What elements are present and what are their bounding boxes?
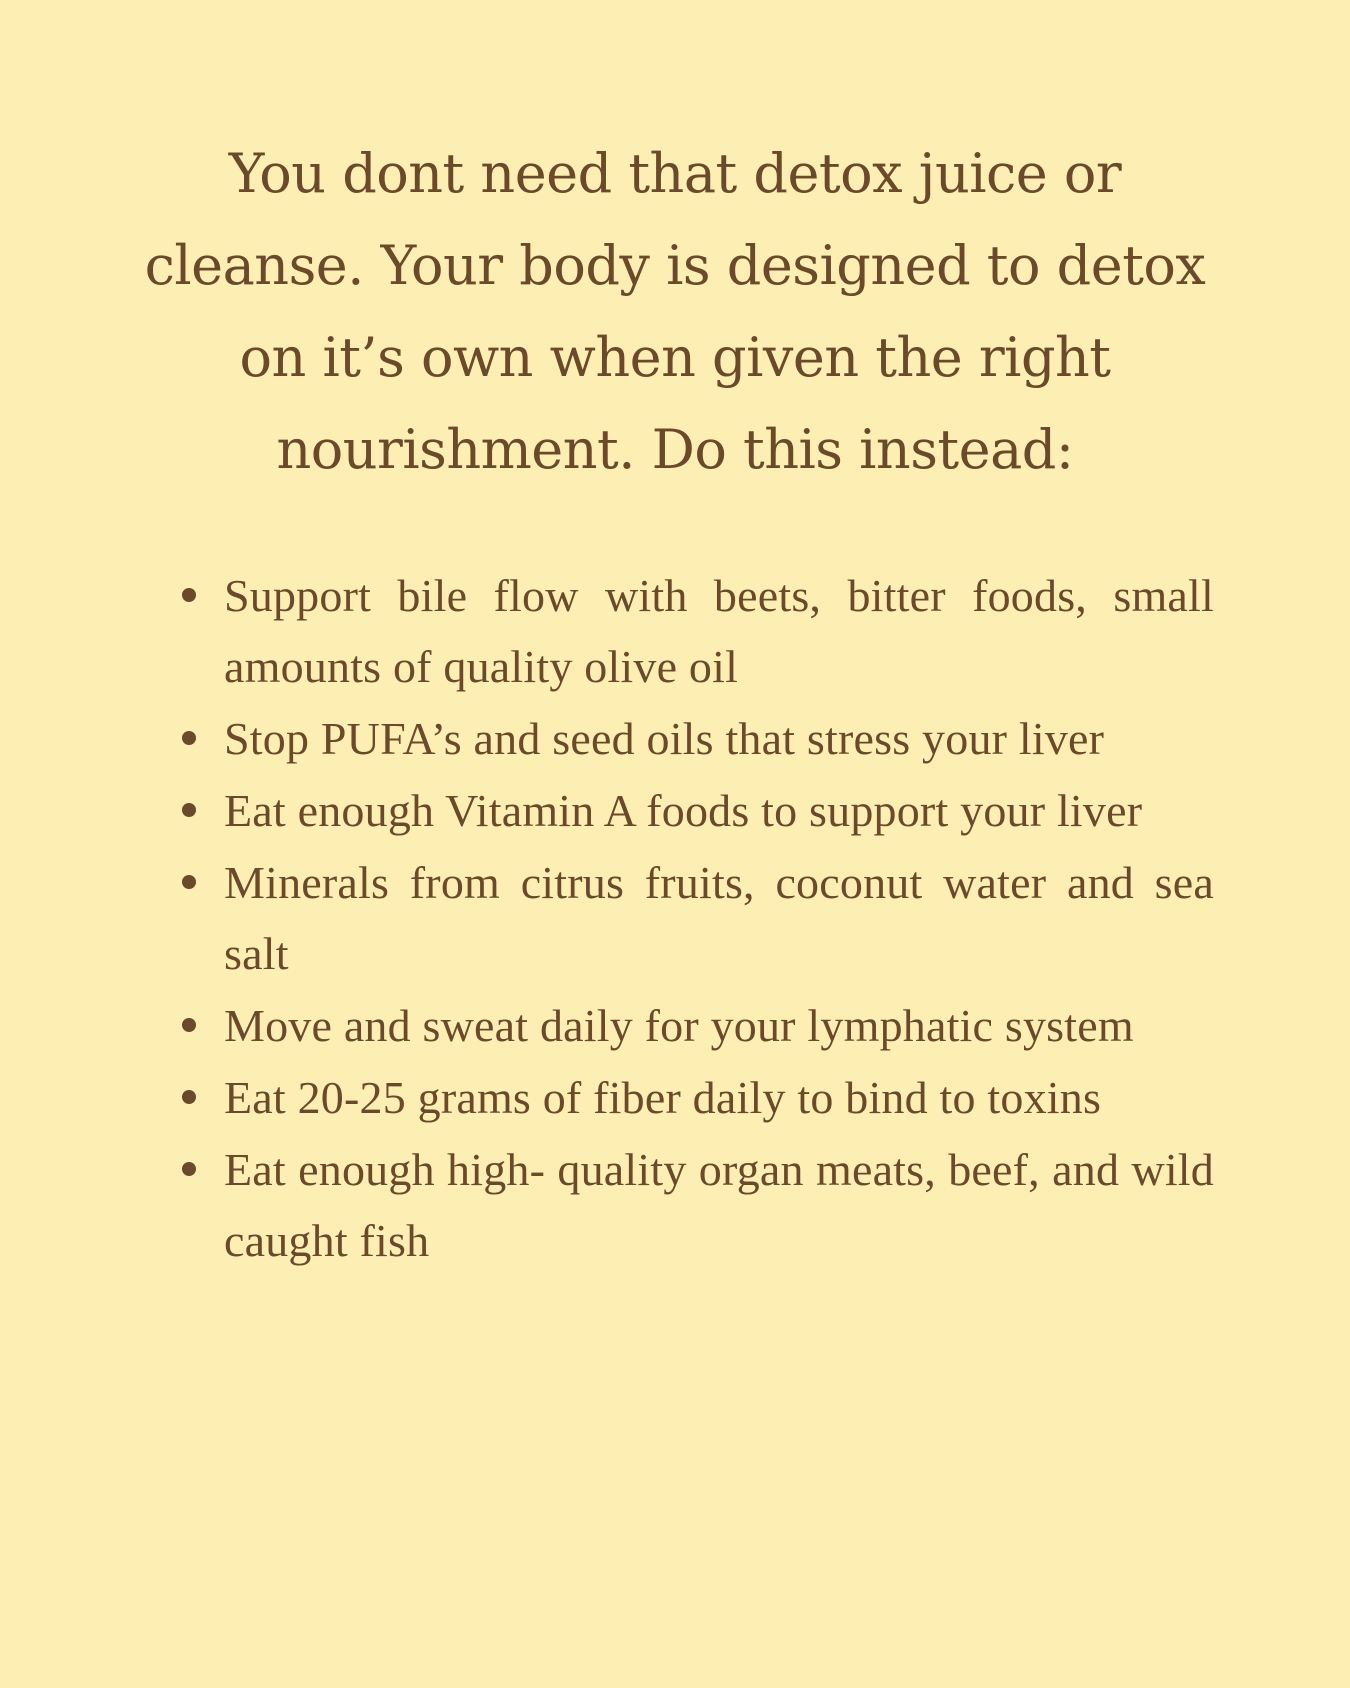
tips-list (224, 560, 1214, 1277)
tip-text: Eat enough high- quality organ meats, beef, and wild caught fish (224, 1144, 1214, 1266)
tip-text: Stop PUFA’s and seed oils that stress your liver (224, 713, 1105, 764)
list-item (224, 847, 1214, 989)
bullet-icon (182, 588, 196, 602)
headline: You dont need that detox juice or cleanse. Your body is designed to detox on it’s own when given the right nourishment. Do this instead: (144, 142, 1206, 481)
tip-text: Eat enough Vitamin A foods to support your liver (224, 785, 1143, 836)
tip-text: Minerals from citrus fruits, coconut water and sea salt (224, 857, 1214, 979)
list-item (224, 775, 1214, 846)
tip-text: Support bile flow with beets, bitter foods, small amounts of quality olive oil (224, 570, 1214, 692)
list-item (224, 560, 1214, 702)
tip-text: Move and sweat daily for your lymphatic system (224, 1000, 1134, 1051)
list-item (224, 703, 1214, 774)
list-item (224, 990, 1214, 1061)
list-item (224, 1134, 1214, 1276)
bullet-icon (182, 803, 196, 817)
list-item (224, 1062, 1214, 1133)
bullet-icon (182, 1018, 196, 1032)
bullet-icon (182, 731, 196, 745)
bullet-icon (182, 1090, 196, 1104)
bullet-icon (182, 875, 196, 889)
bullet-icon (182, 1162, 196, 1176)
tip-text: Eat 20-25 grams of fiber daily to bind to toxins (224, 1072, 1102, 1123)
